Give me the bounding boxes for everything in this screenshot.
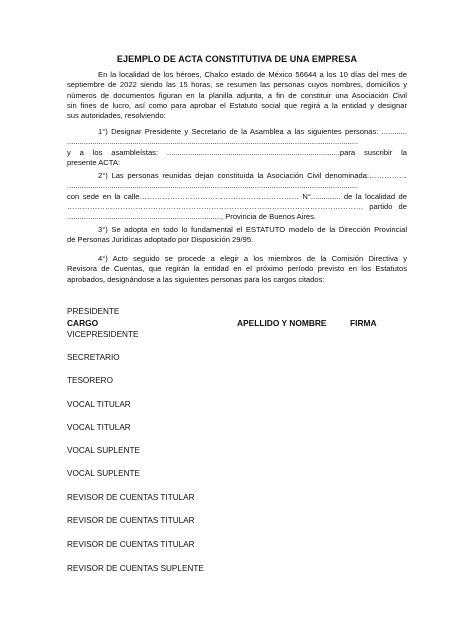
cargo-item: REVISOR DE CUENTAS TITULAR [67, 493, 195, 502]
text-line: 1°) Designar Presidente y Secretario de la Asamblea a las siguientes personas: ............ [98, 127, 407, 136]
text-line: ……………………………………………………………………………………………………… partido de [67, 201, 407, 211]
paragraph-election [67, 254, 407, 285]
cargo-item: TESORERO [67, 376, 113, 385]
text-line: 2°) Las personas reunidas dejan constituida la Asociación Civil denominada:…………… [98, 171, 407, 180]
text-line: de Personas Jurídicas adoptado por Disposición 29/95. [67, 235, 254, 245]
paragraph-constitution [67, 171, 407, 222]
cargo-item: PRESIDENTE [67, 307, 120, 316]
document-title: EJEMPLO DE ACTA CONSTITUTIVA DE UNA EMPRESA [116, 54, 358, 64]
text-line: aprobados, designándose a las siguientes personas para los cargos citados: [67, 274, 325, 284]
text-line: ........................................................................., Provincia de Buenos Aires. [67, 212, 316, 222]
cargo-item: REVISOR DE CUENTAS TITULAR [67, 540, 195, 549]
text-line: septiembre de 2022 siendo las 15 horas, se resumen las personas cuyos nombres, domicilios y [67, 80, 407, 90]
text-line: .......................................................................................................................................... [67, 137, 359, 147]
text-line: con sede en la calle……………………………………………………… N°.............. de la localidad de [67, 191, 407, 201]
cargo-item: VOCAL SUPLENTE [67, 469, 140, 478]
text-line: números de documentos figuran en la planilla adjunta, a fin de constituir una Asociación Civil [67, 90, 407, 100]
text-line: 4°) Acto seguido se procede a elegir a los miembros de la Comisión Directiva y [98, 254, 407, 263]
text-line: sin fines de lucro, así como para aprobar el Estatuto social que regirá a la entidad y designar [67, 100, 407, 110]
text-line: presente ACTA: [67, 157, 121, 167]
text-line: .......................................................................................................................................... [67, 181, 359, 191]
column-header-firma: FIRMA [350, 318, 377, 328]
text-line: y a los asambleístas: ..................................................................................para suscribir la [67, 147, 407, 157]
cargo-item: VOCAL TITULAR [67, 400, 131, 409]
cargo-item: VICEPRESIDENTE [67, 330, 139, 339]
paragraph-statute [67, 225, 407, 246]
cargo-item: SECRETARIO [67, 353, 120, 362]
paragraph-designation [67, 127, 407, 168]
column-header-cargo: CARGO [67, 318, 99, 328]
text-line: sus autoridades, resolviendo: [67, 111, 166, 121]
text-line: 3°) Se adopta en todo lo fundamental el ESTATUTO modelo de la Dirección Provincial [98, 225, 407, 234]
cargo-item: REVISOR DE CUENTAS SUPLENTE [67, 564, 204, 573]
cargo-item: REVISOR DE CUENTAS TITULAR [67, 516, 195, 525]
paragraph-intro [67, 70, 407, 121]
text-line: En la localidad de los héroes, Chalco estado de México 56644 a los 10 días del mes de [98, 70, 407, 79]
column-header-apellido-nombre: APELLIDO Y NOMBRE [237, 318, 327, 328]
cargo-item: VOCAL SUPLENTE [67, 446, 140, 455]
text-line: Revisora de Cuentas, que regirán la entidad en el próximo período previsto en los Estatutos [67, 264, 407, 274]
cargo-item: VOCAL TITULAR [67, 423, 131, 432]
